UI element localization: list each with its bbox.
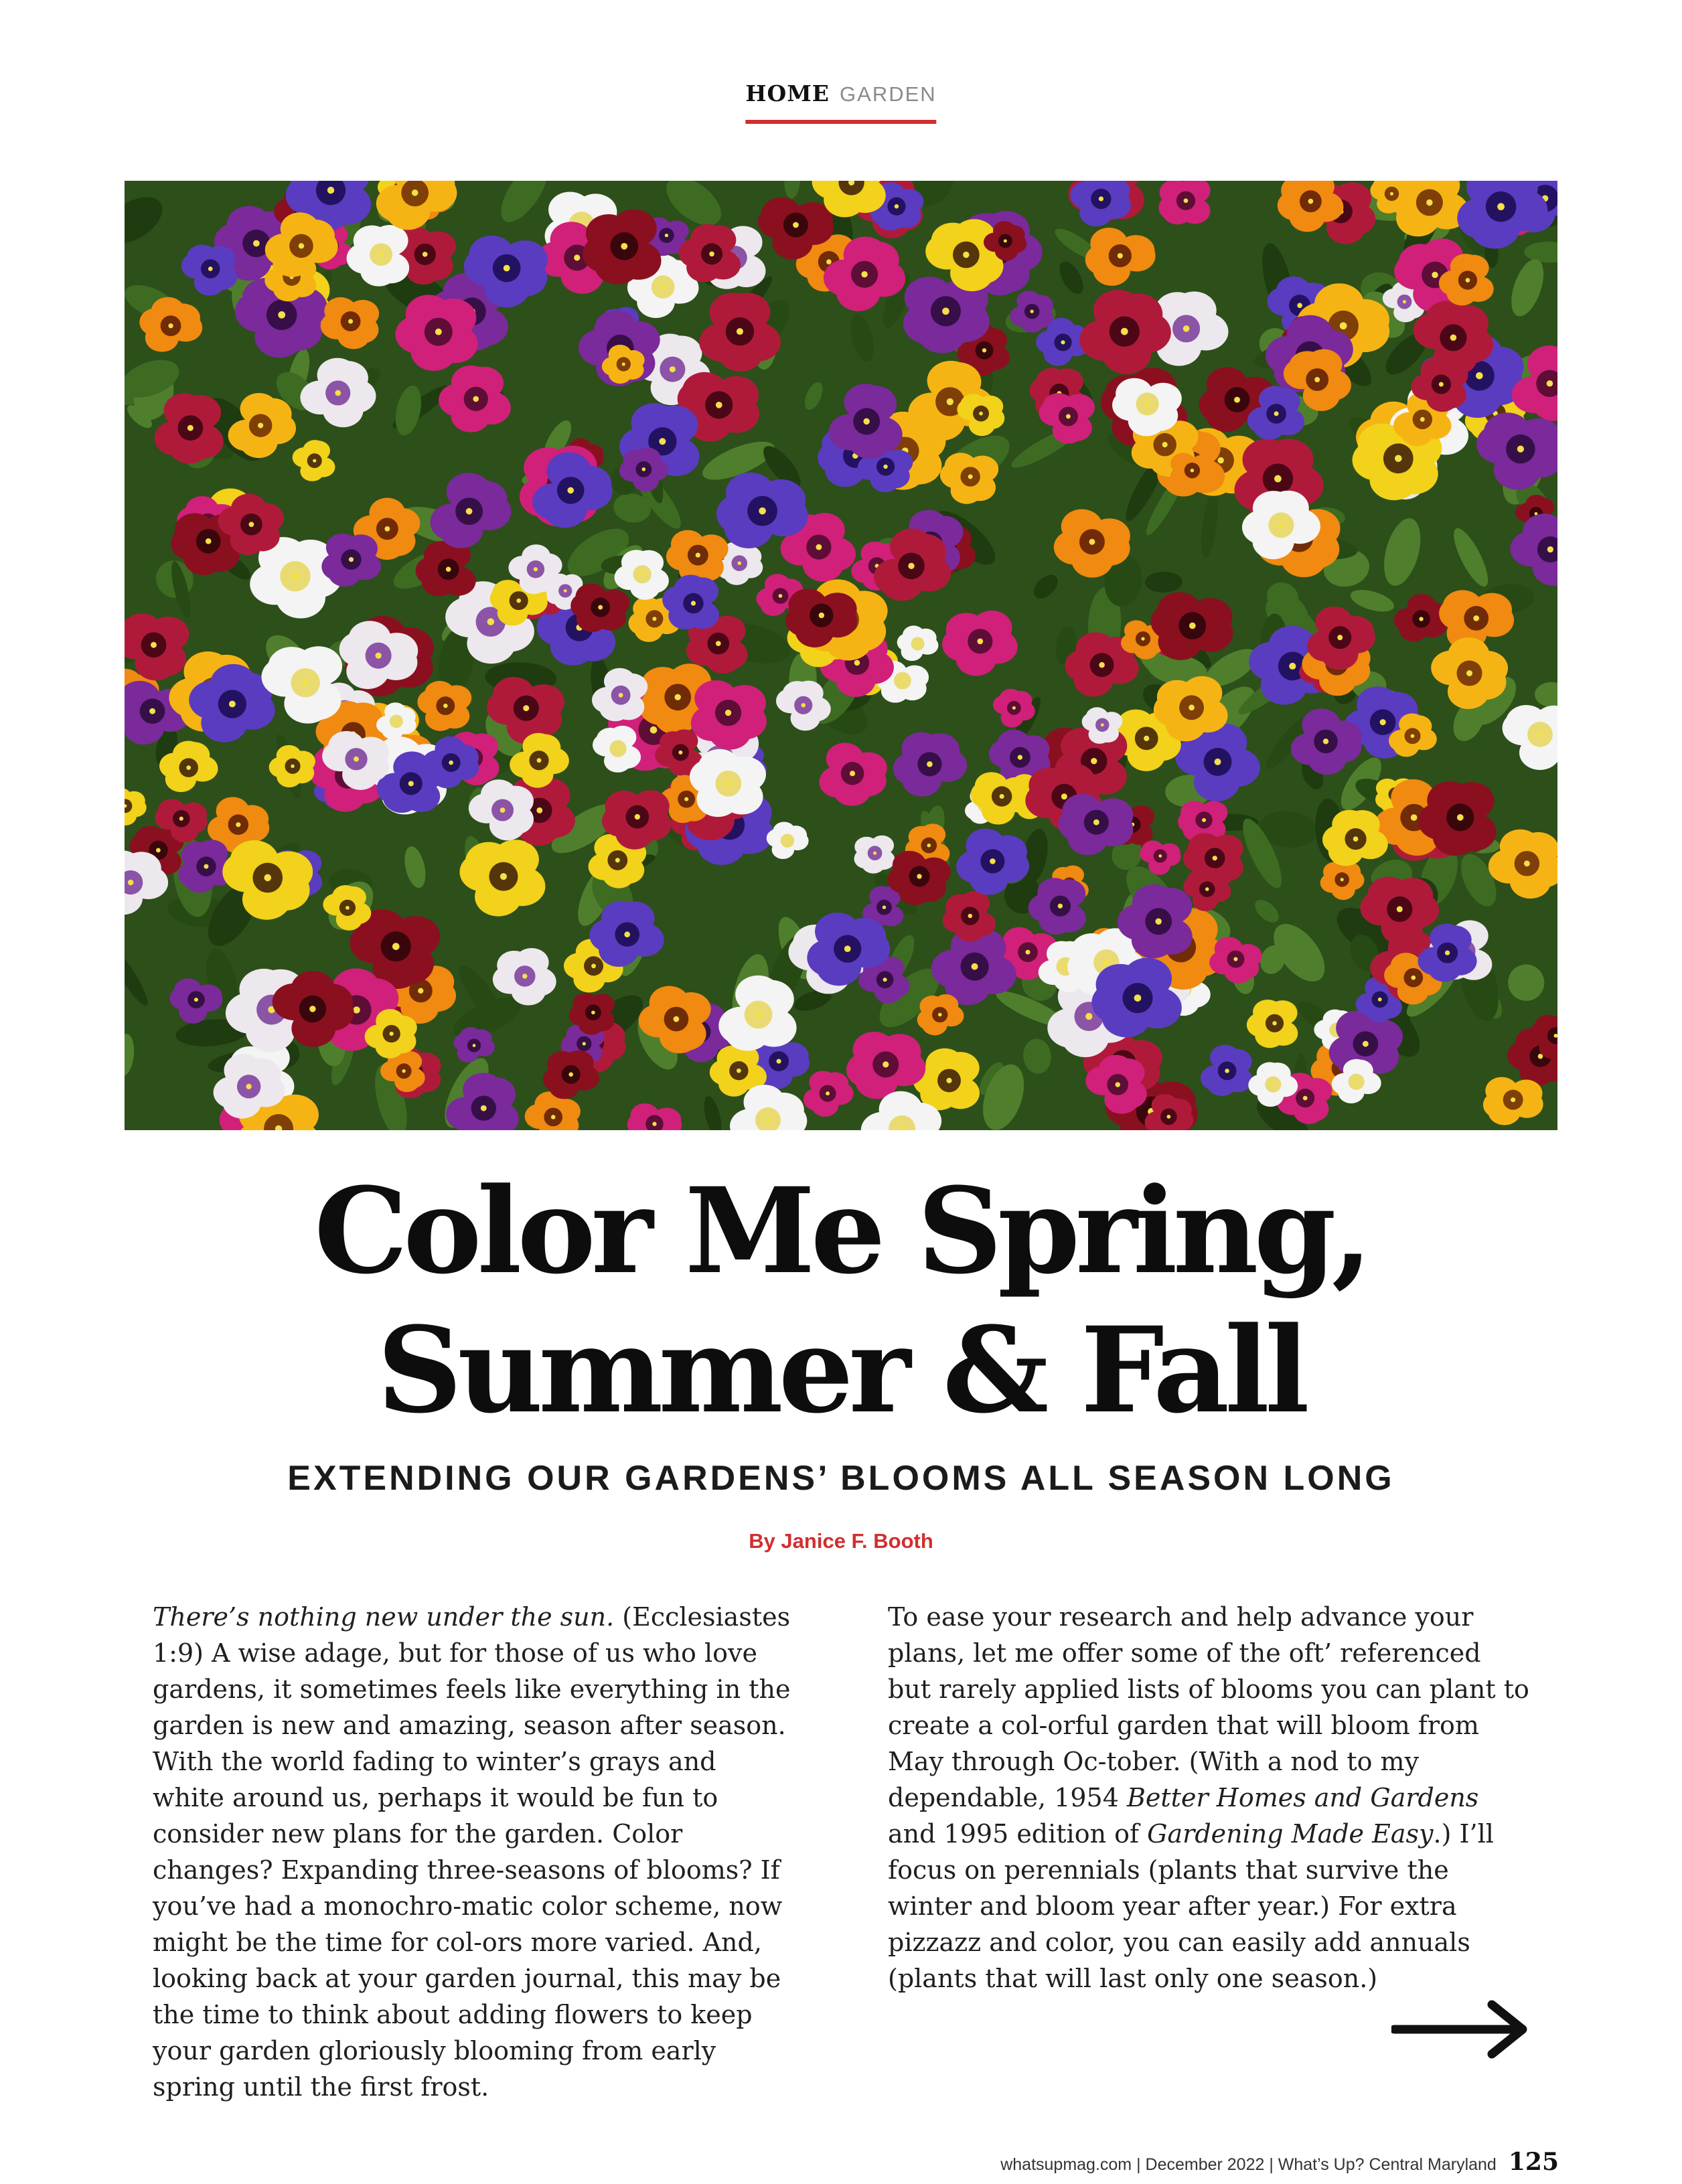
section-header (745, 80, 936, 124)
hero-image (125, 181, 1557, 1130)
body-text: .) I’ll focus on perennials (plants that survive the winter and bloom year after year.) For extra pizzazz and color, you can easily add annuals (plants that will last only one season.) (888, 1819, 1494, 1993)
page-number: 125 (1508, 2148, 1559, 2176)
body-column-right (888, 1599, 1531, 1997)
title-line-2: Summer & Fall (377, 1301, 1305, 1439)
book-title: Better Homes and Gardens (1127, 1783, 1479, 1812)
right-arrow-icon[interactable] (1391, 1999, 1532, 2059)
byline: By Janice F. Booth (749, 1529, 933, 1553)
page-title (0, 1162, 1682, 1440)
footer-text: whatsupmag.com | December 2022 | What’s Up? Central Maryland (1000, 2155, 1497, 2174)
body-text: To ease your research and help advance your plans, let me offer some of the oft’ referenced but rarely applied lists of blooms you can plant to create a col-orful garden that will bloom from May through Oc-tober. (With a nod to my dependable, 1954 (888, 1602, 1529, 1812)
body-text: and 1995 edition of (888, 1819, 1148, 1849)
opening-quote: There’s nothing new under the sun. (153, 1602, 615, 1632)
body-column-left (153, 1599, 795, 2105)
subsection-label: GARDEN (840, 82, 937, 106)
title-line-1: Color Me Spring, (314, 1162, 1368, 1300)
book-title: Gardening Made Easy (1147, 1819, 1434, 1849)
body-text: (Ecclesiastes 1:9) A wise adage, but for those of us who love gardens, it sometimes feels like everything in the garden is new and amazing, season after season. With the world fading to winter’s grays and white around us, perhaps it would be fun to consider new plans for the garden. Color changes? Expanding three-seasons of blooms? If you’ve had a monochro-matic color scheme, now might be the time for col-ors more varied. And, looking back at your garden journal, this may be the time to think about adding flowers to keep your garden gloriously blooming from early spring until the first frost. (153, 1602, 791, 2102)
pansy-flowerbed-photo (125, 181, 1557, 1130)
article-subtitle: EXTENDING OUR GARDENS’ BLOOMS ALL SEASON LONG (287, 1459, 1395, 1498)
section-label: HOME (745, 80, 830, 106)
page-footer (1000, 2148, 1559, 2176)
